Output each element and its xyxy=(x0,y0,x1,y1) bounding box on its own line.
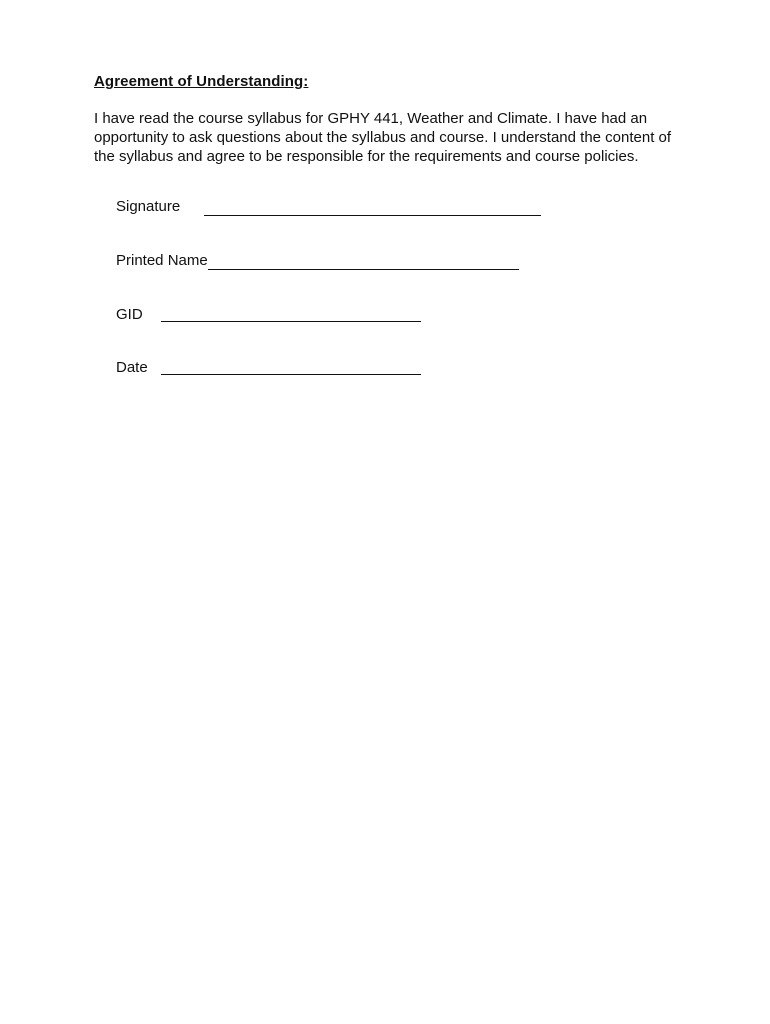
printed-name-line[interactable] xyxy=(208,269,519,270)
paragraph-line: the syllabus and agree to be responsible for the requirements and course policies. xyxy=(94,148,639,165)
signature-label: Signature xyxy=(116,198,181,215)
document-heading: Agreement of Understanding: xyxy=(94,73,309,90)
agreement-paragraph xyxy=(94,109,694,166)
date-line[interactable] xyxy=(161,374,421,375)
paragraph-line: opportunity to ask questions about the syllabus and course. I understand the content of xyxy=(94,129,672,146)
date-label: Date xyxy=(116,359,148,376)
paragraph-line: I have read the course syllabus for GPHY 441, Weather and Climate. I have had an xyxy=(94,110,648,127)
printed-name-label: Printed Name xyxy=(116,252,208,269)
signature-line[interactable] xyxy=(204,215,541,216)
gid-line[interactable] xyxy=(161,321,421,322)
gid-label: GID xyxy=(116,306,143,323)
